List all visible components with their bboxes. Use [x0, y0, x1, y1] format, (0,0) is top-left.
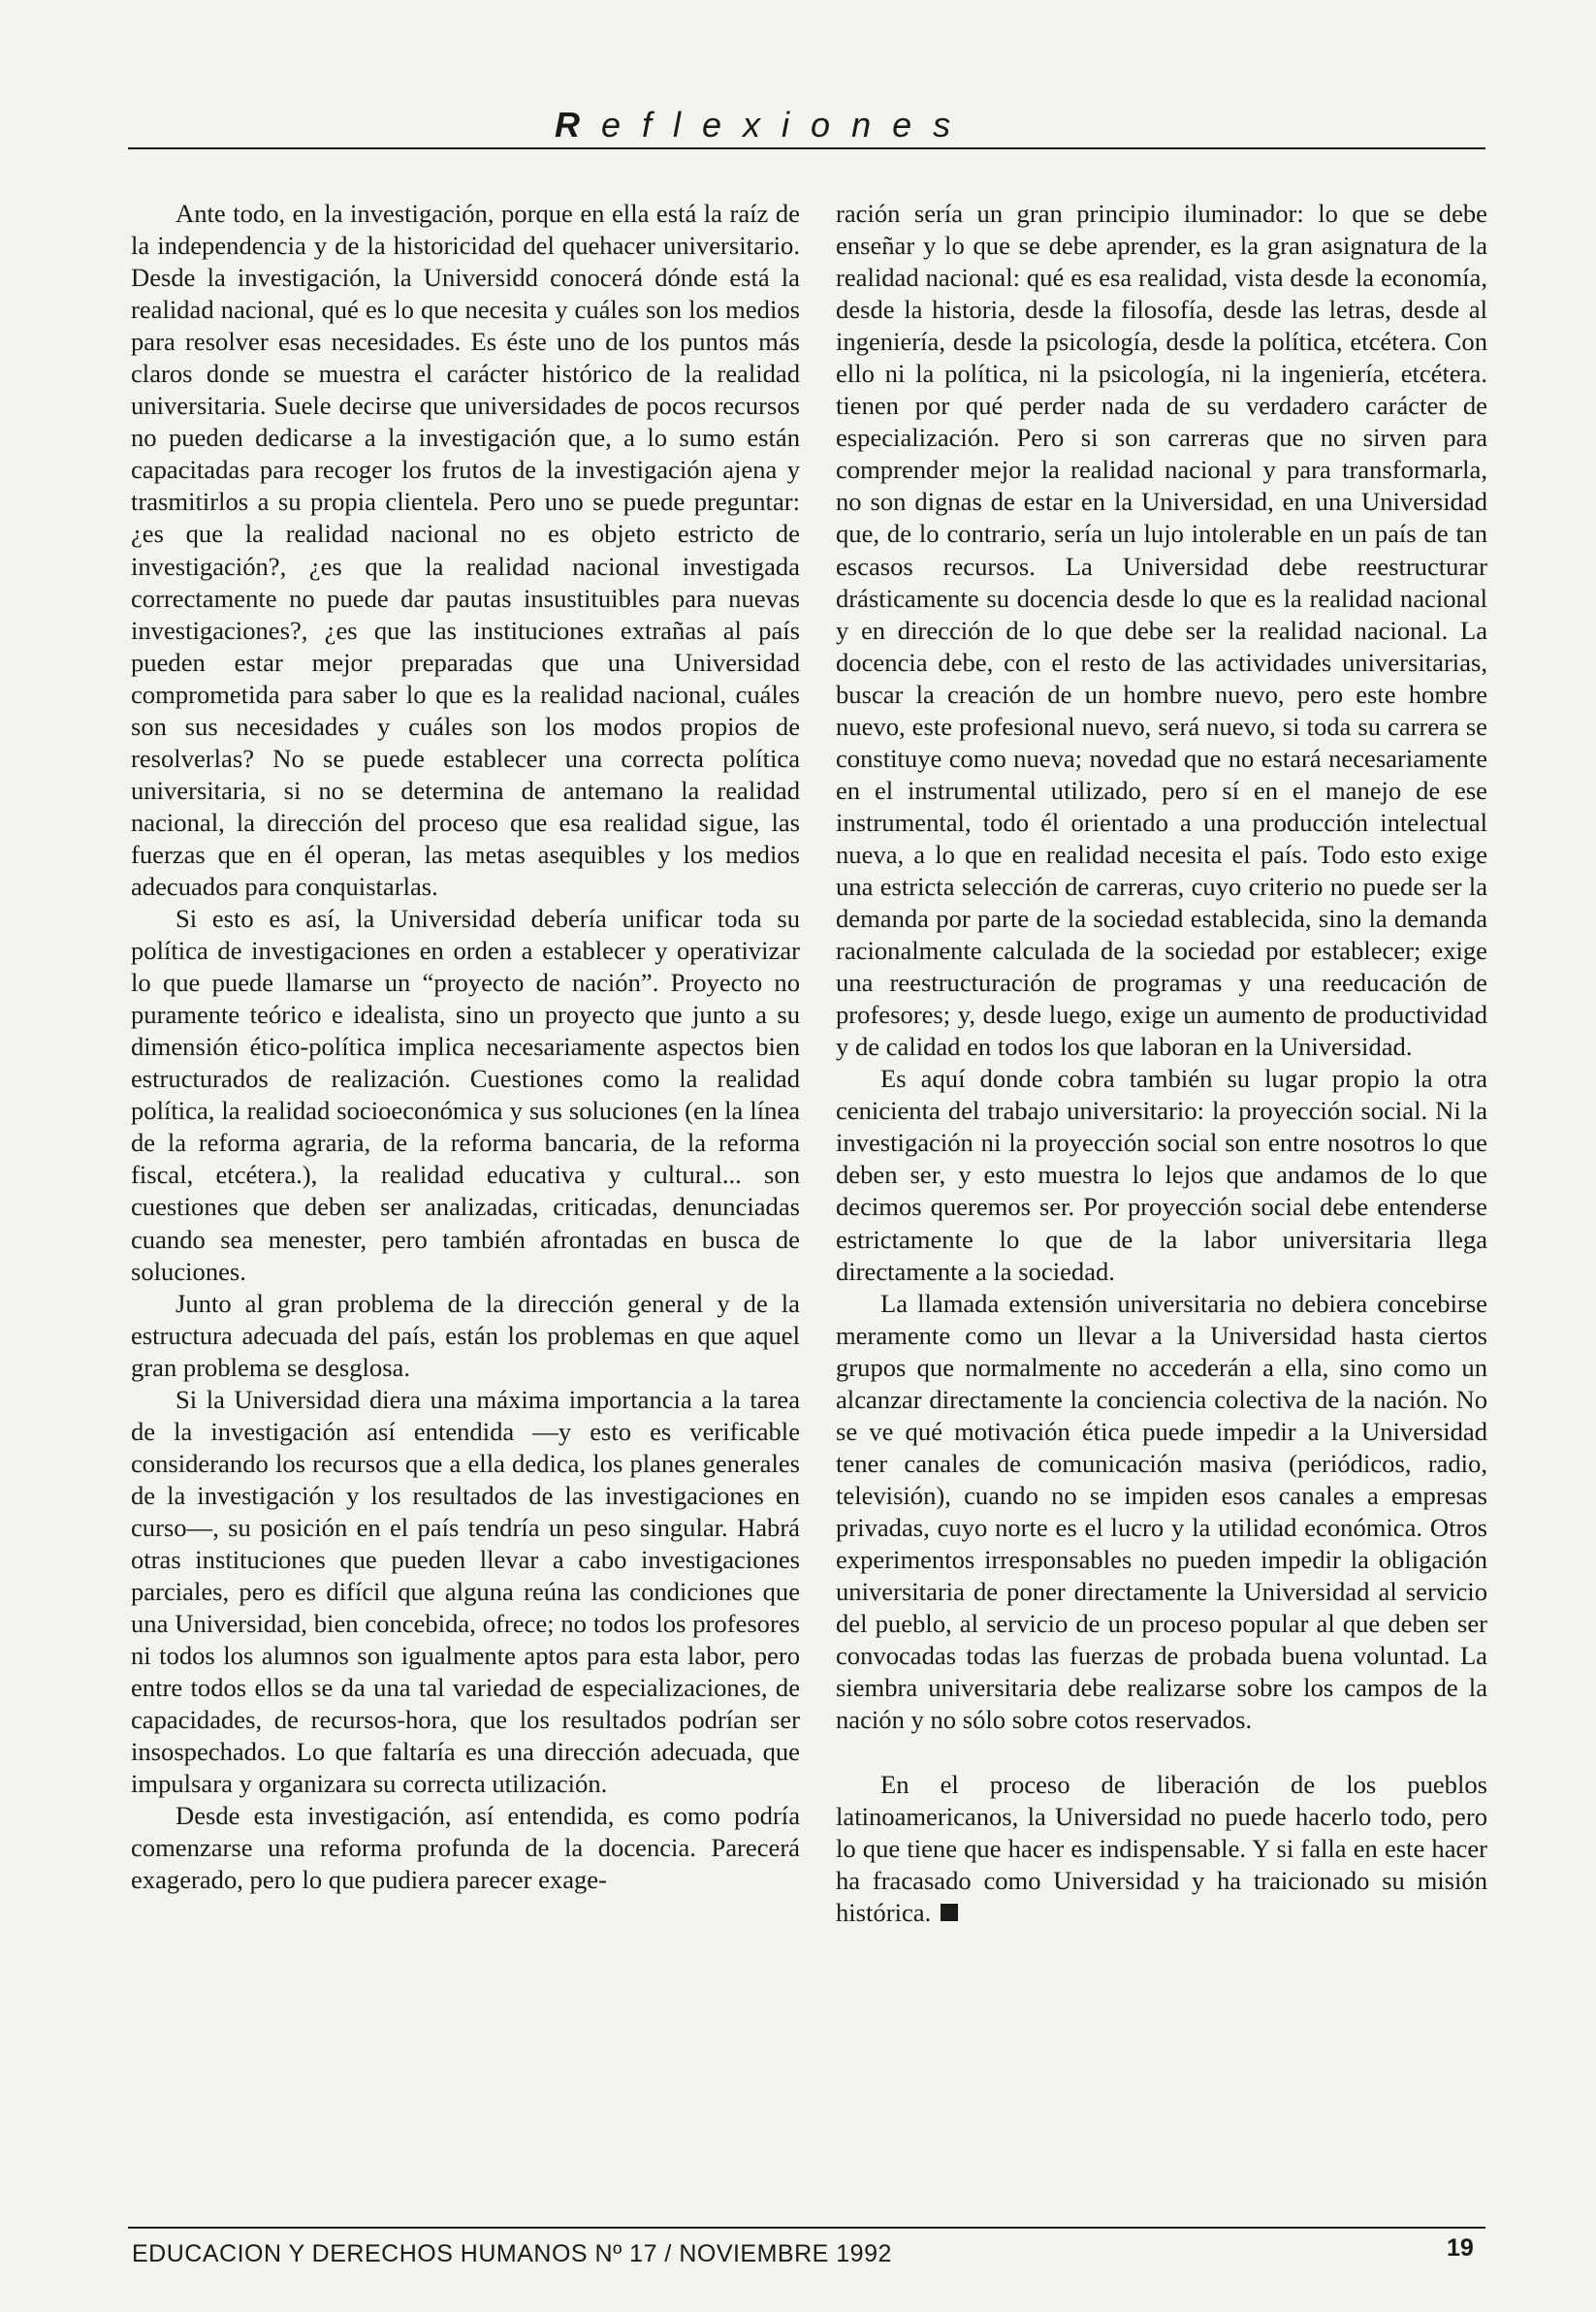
section-header	[128, 105, 1485, 151]
paragraph: Si esto es así, la Universidad debería unificar toda su política de investigaciones en orden a establecer y operativizar lo que puede llamarse un “proyecto de nación”. Proyecto no puramente teórico e idealista, sino un proyecto que junto a su dimensión ético-política implica necesariamente aspectos bien estructurados de realización. Cuestiones como la realidad política, la realidad socioeconómica y sus soluciones (en la línea de la reforma agraria, de la reforma bancaria, de la reforma fiscal, etcétera.), la realidad educativa y cultural... son cuestiones que deben ser analizadas, criticadas, denunciadas cuando sea menester, pero también afrontadas en busca de soluciones.	[131, 904, 800, 1286]
left-column	[131, 198, 800, 1896]
paragraph: Desde esta investigación, así entendida, es como podría comenzarse una reforma profunda de la docencia. Parecerá exagerado, pero lo que pudiera parecer exage-	[131, 1801, 800, 1895]
paragraph: Si la Universidad diera una máxima importancia a la tarea de la investigación así entendida —y esto es verificable considerando los recursos que a ella dedica, los planes generales de la investigación y los resultados de las investigaciones en curso—, su posición en el país tendría un peso singular. Habrá otras instituciones que pueden llevar a cabo investigaciones parciales, pero es difícil que alguna reúna las condiciones que una Universidad, bien concebida, ofrece; no todos los profesores ni todos los alumnos son igualmente aptos para esta labor, pero entre todos ellos se da una tal variedad de especializaciones, de capacidades, de recursos-hora, que los resultados podrían ser insospechados. Lo que faltaría es una dirección adecuada, que impulsara y organizara su correcta utilización.	[131, 1384, 800, 1799]
paragraph: ración sería un gran principio iluminador: lo que se debe enseñar y lo que se debe aprender, es la gran asignatura de la realidad nacional: qué es esa realidad, vista desde la economía, desde la historia, desde la filosofía, desde las letras, desde al ingeniería, desde la psicología, desde la política, etcétera. Con ello ni la política, ni la psicología, ni la ingeniería, etcétera. tienen por qué perder nada de su verdadero carácter de especialización. Pero si son carreras que no sirven para comprender mejor la realidad nacional y para transformarla, no son dignas de estar en la Universidad, en una Universidad que, de lo contrario, sería un lujo intolerable en un país de tan escasos recursos. La Universidad debe reestructurar drásticamente su docencia desde lo que es la realidad nacional y en dirección de lo que debe ser la realidad nacional. La docencia debe, con el resto de las actividades universitarias, buscar la creación de un hombre nuevo, pero este hombre nuevo, este profesional nuevo, será nuevo, si toda su carrera se constituye como nueva; novedad que no estará necesariamente en el instrumental utilizado, pero sí en el manejo de ese instrumental, todo él orientado a una producción intelectual nueva, a lo que en realidad necesita el país. Todo esto exige una estricta selección de carreras, cuyo criterio no puede ser la demanda por parte de la sociedad establecida, sino la demanda racionalmente calculada de la sociedad por establecer; exige una reestructuración de programas y una reeducación de profesores; y, desde luego, exige un aumento de productividad y de calidad en todos los que laboran en la Universidad.	[836, 199, 1487, 1062]
section-title-rest: eflexiones	[601, 105, 973, 144]
paragraph: Junto al gran problema de la dirección general y de la estructura adecuada del país, están los problemas en que aquel gran problema se desglosa.	[131, 1288, 800, 1382]
footer-rule	[128, 2227, 1485, 2229]
closing-paragraph	[836, 1769, 1487, 1929]
paragraph: Ante todo, en la investigación, porque en ella está la raíz de la independencia y de la historicidad del quehacer universitario. Desde la investigación, la Universidd conocerá dónde está la realidad nacional, qué es lo que necesita y cuáles son los medios para resolver esas necesidades. Es éste uno de los puntos más claros donde se muestra el carácter histórico de la realidad universitaria. Suele decirse que universidades de pocos recursos no pueden dedicarse a la investigación que, a lo sumo están capacitadas para recoger los frutos de la investigación ajena y trasmitirlos a su propia clientela. Pero uno se puede preguntar: ¿es que la realidad nacional no es objeto estricto de investigación?, ¿es que la realidad nacional investigada correctamente no puede dar pautas insustituibles para nuevas investigaciones?, ¿es que las instituciones extrañas al país pueden estar mejor preparadas que una Universidad comprometida para saber lo que es la realidad nacional, cuáles son sus necesidades y cuáles son los modos propios de resolverlas? No se puede establecer una correcta política universitaria, si no se determina de antemano la realidad nacional, la dirección del proceso que esa realidad sigue, las fuerzas que en él operan, las metas asequibles y los medios adecuados para conquistarlas.	[131, 199, 800, 901]
section-title	[555, 105, 972, 145]
header-rule	[128, 147, 1485, 149]
publication-footer: EDUCACION Y DERECHOS HUMANOS Nº 17 / NOVIEMBRE 1992	[132, 2240, 892, 2267]
section-title-initial: R	[555, 105, 601, 144]
right-column	[836, 198, 1487, 1929]
page-number: 19	[1447, 2234, 1474, 2262]
paragraph: Es aquí donde cobra también su lugar propio la otra cenicienta del trabajo universitario: la proyección social. Ni la investigación ni la proyección social son entre nosotros lo que deben ser, y esto muestra lo lejos que andamos de lo que decimos queremos ser. Por proyección social debe entenderse estrictamente lo que de la labor universitaria llega directamente a la sociedad.	[836, 1064, 1487, 1286]
end-of-article-mark	[941, 1904, 958, 1921]
paragraph: La llamada extensión universitaria no debiera concebirse meramente como un llevar a la Universidad hasta ciertos grupos que normalmente no accederán a ella, sino como un alcanzar directamente la conciencia colectiva de la nación. No se ve qué motivación ética puede impedir a la Universidad tener canales de comunicación masiva (periódicos, radio, televisión), cuando no se impiden esos canales a empresas privadas, cuyo norte es el lucro y la utilidad económica. Otros experimentos irresponsables no pueden impedir la obligación universitaria de poner directamente la Universidad al servicio del pueblo, al servicio de un proceso popular al que deben ser convocadas todas las fuerzas de probada buena voluntad. La siembra universitaria debe realizarse sobre los campos de la nación y no sólo sobre cotos reservados.	[836, 1288, 1487, 1735]
closing-paragraph-text: En el proceso de liberación de los pueblos latinoamericanos, la Universidad no puede hacerlo todo, pero lo que tiene que hacer es indispensable. Y si falla en este hacer ha fracasado como Universidad y ha traicionado su misión histórica.	[836, 1770, 1487, 1928]
